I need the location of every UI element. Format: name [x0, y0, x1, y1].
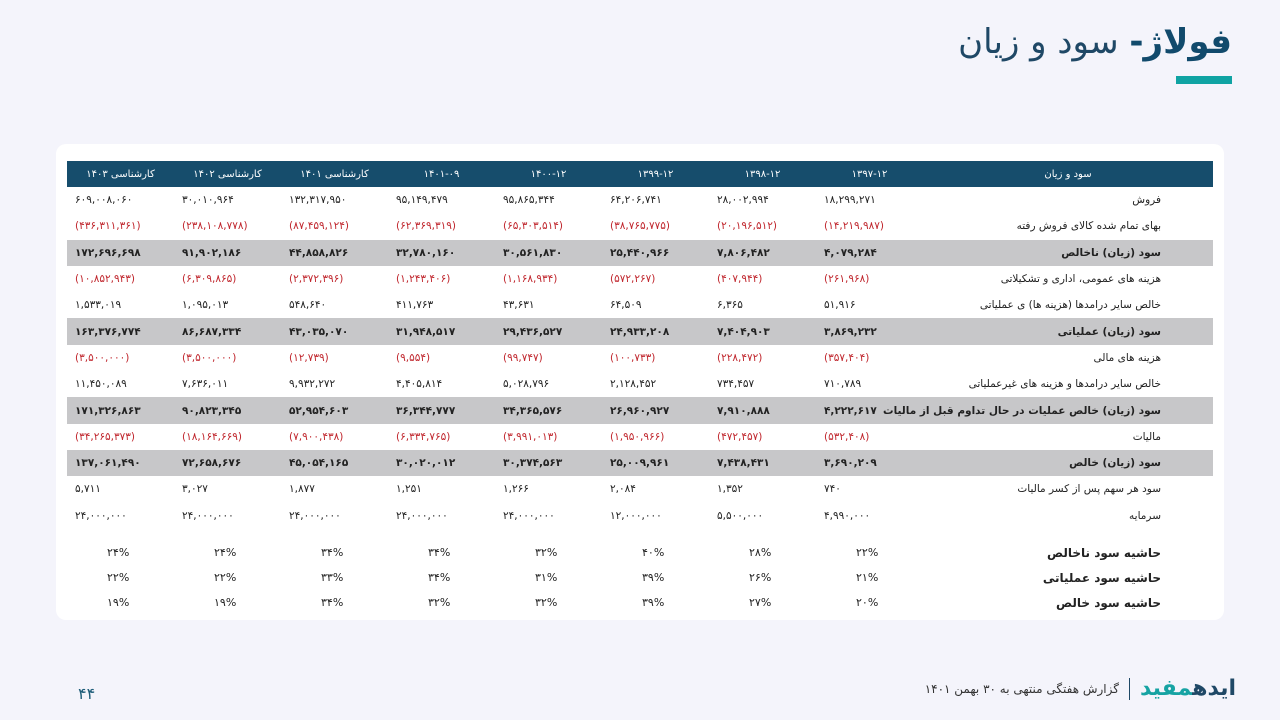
table-cell: ۱,۲۵۱ [396, 483, 422, 496]
table-cell: (۷,۹۰۰,۴۳۸) [289, 430, 344, 443]
row-label: فروش [1132, 194, 1161, 207]
table-cell: ۷,۴۳۸,۴۳۱ [709, 450, 816, 476]
table-cell: ۲۵,۰۰۹,۹۶۱ [602, 450, 709, 476]
table-cell: ۵,۵۰۰,۰۰۰ [717, 509, 764, 522]
row-label: خالص سایر درامدها و هزینه های غیرعملیاتی [968, 378, 1161, 391]
table-cell: ۳۰,۰۲۰,۰۱۲ [388, 450, 495, 476]
table-cell: ۳۰,۵۶۱,۸۳۰ [495, 240, 602, 266]
table-cell: (۱۴,۲۱۹,۹۸۷) [824, 220, 884, 233]
margin-row [67, 540, 1213, 565]
table-cell: ۳,۸۶۹,۲۳۲ [816, 318, 923, 344]
column-header: ۱۳۹۷-۱۲ [816, 161, 923, 187]
table-cell: ۷۳۴,۴۵۷ [717, 378, 755, 391]
table-cell: ۲۴,۹۳۳,۲۰۸ [602, 318, 709, 344]
table-cell: ۵۲,۹۵۴,۶۰۳ [281, 397, 388, 423]
table-cell: ۳۶,۳۴۴,۷۷۷ [388, 397, 495, 423]
table-row [67, 424, 1213, 450]
income-statement-card [56, 144, 1224, 620]
title-underline [1176, 76, 1232, 84]
column-header: کارشناسی ۱۴۰۱ [281, 161, 388, 187]
margin-row [67, 565, 1213, 590]
table-body [67, 187, 1213, 529]
table-cell: ۳۲,۷۸۰,۱۶۰ [388, 240, 495, 266]
table-cell: ۱۸,۲۹۹,۲۷۱ [824, 194, 876, 207]
table-row [67, 266, 1213, 292]
table-row [67, 187, 1213, 213]
margin-cell: ۱۹% [214, 596, 237, 609]
table-cell: ۵۱,۹۱۶ [824, 299, 856, 312]
table-cell: ۲۴,۰۰۰,۰۰۰ [503, 509, 555, 522]
table-cell: (۱,۱۶۸,۹۳۴) [503, 273, 558, 286]
table-cell: ۲۴,۰۰۰,۰۰۰ [182, 509, 234, 522]
margin-cell: ۳۴% [428, 546, 451, 559]
table-cell: (۶۵,۳۰۳,۵۱۴) [503, 220, 563, 233]
table-cell: ۲۶,۹۶۰,۹۲۷ [602, 397, 709, 423]
page-title [958, 22, 1232, 62]
table-cell: (۳,۵۰۰,۰۰۰) [182, 351, 237, 364]
table-cell: (۱۸,۱۶۴,۶۶۹) [182, 430, 242, 443]
table-cell: (۴۳۶,۳۱۱,۳۶۱) [75, 220, 141, 233]
table-cell: (۲۲۸,۴۷۲) [717, 351, 763, 364]
table-cell: ۲۴,۰۰۰,۰۰۰ [396, 509, 448, 522]
table-row [67, 450, 1213, 476]
table-cell: ۲۴,۰۰۰,۰۰۰ [75, 509, 127, 522]
row-label: سود (زیان) ناخالص [923, 240, 1213, 266]
table-cell: ۱۱,۴۵۰,۰۸۹ [75, 378, 127, 391]
margin-cell: ۲۰% [856, 596, 879, 609]
table-cell: ۳۰,۳۷۴,۵۶۳ [495, 450, 602, 476]
table-cell: (۶۲,۳۶۹,۳۱۹) [396, 220, 456, 233]
margin-cell: ۲۴% [107, 546, 130, 559]
table-row [67, 397, 1213, 423]
table-cell: ۳,۶۹۰,۲۰۹ [816, 450, 923, 476]
table-cell: ۱,۵۳۳,۰۱۹ [75, 299, 122, 312]
table-cell: ۷,۸۰۶,۴۸۲ [709, 240, 816, 266]
table-cell: ۷۱۰,۷۸۹ [824, 378, 862, 391]
table-cell: ۵,۰۲۸,۷۹۶ [503, 378, 550, 391]
table-cell: ۹۵,۸۶۵,۳۴۴ [503, 194, 555, 207]
table-cell: (۲,۳۷۲,۳۹۶) [289, 273, 344, 286]
table-cell: ۲۴,۰۰۰,۰۰۰ [289, 509, 341, 522]
table-cell: ۷۲,۶۵۸,۶۷۶ [174, 450, 281, 476]
row-label: مالیات [1132, 430, 1161, 443]
logo [1140, 676, 1236, 701]
table-cell: ۴,۴۰۵,۸۱۴ [396, 378, 443, 391]
table-cell: ۴۳,۰۳۵,۰۷۰ [281, 318, 388, 344]
table-cell: (۹۹,۷۴۷) [503, 351, 543, 364]
table-cell: ۸۶,۶۸۷,۳۳۴ [174, 318, 281, 344]
row-label: خالص سایر درامدها (هزینه ها) ی عملیاتی [979, 299, 1161, 312]
margins-table [67, 540, 1213, 615]
table-cell: ۴۱۱,۷۶۳ [396, 299, 434, 312]
row-label: هزینه های عمومی، اداری و تشکیلاتی [1000, 273, 1161, 286]
table-row [67, 476, 1213, 502]
table-cell: ۲۵,۴۴۰,۹۶۶ [602, 240, 709, 266]
table-cell: (۳۵۷,۴۰۴) [824, 351, 870, 364]
margin-cell: ۳۴% [321, 546, 344, 559]
margin-cell: ۳۳% [321, 571, 344, 584]
row-label: سود (زیان) خالص عملیات در حال تداوم قبل از مالیات [923, 397, 1213, 423]
logo-part2: مفید [1139, 676, 1193, 701]
table-cell: ۶۰۹,۰۰۸,۰۶۰ [75, 194, 133, 207]
table-cell: ۳۴,۳۶۵,۵۷۶ [495, 397, 602, 423]
table-cell: (۳,۹۹۱,۰۱۳) [503, 430, 558, 443]
table-cell: (۲۶۱,۹۶۸) [824, 273, 870, 286]
row-label: بهای تمام شده کالای فروش رفته [1016, 220, 1161, 233]
table-cell: ۹,۹۳۲,۲۷۲ [289, 378, 336, 391]
table-cell: ۹۵,۱۴۹,۴۷۹ [396, 194, 448, 207]
table-cell: ۶۴,۲۰۶,۷۴۱ [610, 194, 662, 207]
margin-cell: ۳۹% [642, 596, 665, 609]
table-cell: ۴۳,۶۳۱ [503, 299, 535, 312]
table-cell: (۲۰,۱۹۶,۵۱۲) [717, 220, 777, 233]
table-cell: (۱,۲۴۳,۴۰۶) [396, 273, 451, 286]
table-cell: ۱,۰۹۵,۰۱۳ [182, 299, 229, 312]
margin-cell: ۲۴% [214, 546, 237, 559]
margin-cell: ۲۲% [214, 571, 237, 584]
table-cell: (۳,۵۰۰,۰۰۰) [75, 351, 130, 364]
column-header: ۱۴۰۱-۰۹ [388, 161, 495, 187]
table-cell: ۲۹,۴۳۶,۵۲۷ [495, 318, 602, 344]
margins-body [67, 540, 1213, 615]
table-cell: ۱۶۳,۳۷۶,۷۷۴ [67, 318, 174, 344]
table-cell: (۱,۹۵۰,۹۶۶) [610, 430, 665, 443]
margin-cell: ۳۱% [535, 571, 558, 584]
row-label: سرمایه [1129, 509, 1161, 522]
report-text: گزارش هفتگی منتهی به ۳۰ بهمن ۱۴۰۱ [924, 681, 1119, 696]
margin-cell: ۱۹% [107, 596, 130, 609]
table-cell: (۶,۳۳۴,۷۶۵) [396, 430, 451, 443]
margin-cell: ۳۹% [642, 571, 665, 584]
table-row [67, 240, 1213, 266]
table-row [67, 318, 1213, 344]
table-cell: ۷,۴۰۴,۹۰۳ [709, 318, 816, 344]
row-label: سود هر سهم پس از کسر مالیات [1017, 483, 1161, 496]
table-cell: ۴,۹۹۰,۰۰۰ [824, 509, 871, 522]
table-cell: ۱,۲۶۶ [503, 483, 529, 496]
table-cell: ۱,۸۷۷ [289, 483, 315, 496]
table-cell: ۴۴,۸۵۸,۸۲۶ [281, 240, 388, 266]
table-cell: ۱۷۱,۳۲۶,۸۶۳ [67, 397, 174, 423]
margin-cell: ۲۱% [856, 571, 879, 584]
table-cell: ۹۱,۹۰۲,۱۸۶ [174, 240, 281, 266]
table-cell: ۶,۳۶۵ [717, 299, 743, 312]
table-cell: (۵۷۲,۲۶۷) [610, 273, 656, 286]
row-label: سود (زیان) عملیاتی [923, 318, 1213, 344]
table-cell: ۳۱,۹۴۸,۵۱۷ [388, 318, 495, 344]
margin-cell: ۲۲% [856, 546, 879, 559]
margin-cell: ۳۲% [535, 596, 558, 609]
table-cell: ۲,۰۸۴ [610, 483, 636, 496]
table-cell: ۶۴,۵۰۹ [610, 299, 642, 312]
margin-cell: ۳۴% [321, 596, 344, 609]
table-cell: (۱۰۰,۷۳۳) [610, 351, 656, 364]
table-cell: ۱۷۲,۶۹۶,۶۹۸ [67, 240, 174, 266]
margin-cell: ۲۲% [107, 571, 130, 584]
table-cell: (۱۰,۸۵۲,۹۴۳) [75, 273, 135, 286]
table-row [67, 371, 1213, 397]
table-cell: (۱۲,۷۳۹) [289, 351, 329, 364]
table-cell: ۱۳۷,۰۶۱,۴۹۰ [67, 450, 174, 476]
table-cell: ۲,۱۲۸,۴۵۲ [610, 378, 657, 391]
table-cell: ۴۵,۰۵۴,۱۶۵ [281, 450, 388, 476]
table-header-row [67, 161, 1213, 187]
row-label: هزینه های مالی [1093, 351, 1161, 364]
table-cell: ۱۳۲,۳۱۷,۹۵۰ [289, 194, 347, 207]
margin-cell: ۲۶% [749, 571, 772, 584]
table-cell: (۴۷۲,۴۵۷) [717, 430, 763, 443]
table-cell: (۴۰۷,۹۴۴) [717, 273, 763, 286]
table-cell: ۷۴۰ [824, 483, 841, 496]
page-number: ۴۴ [78, 684, 96, 703]
table-row [67, 213, 1213, 239]
table-cell: (۲۳۸,۱۰۸,۷۷۸) [182, 220, 248, 233]
margin-cell: ۳۲% [428, 596, 451, 609]
column-header: ۱۳۹۸-۱۲ [709, 161, 816, 187]
row-label: سود (زیان) خالص [923, 450, 1213, 476]
page-title-brand: فولاژ- [1129, 22, 1232, 62]
margin-cell: ۴۰% [642, 546, 665, 559]
margin-cell: ۲۸% [749, 546, 772, 559]
margin-label: حاشیه سود عملیاتی [1042, 570, 1161, 585]
income-statement-table [67, 161, 1213, 529]
table-row [67, 292, 1213, 318]
table-row [67, 345, 1213, 371]
table-cell: ۳۰,۰۱۰,۹۶۴ [182, 194, 234, 207]
table-cell: (۳۸,۷۶۵,۷۷۵) [610, 220, 670, 233]
table-cell: ۱۲,۰۰۰,۰۰۰ [610, 509, 662, 522]
page-title-text: سود و زیان [958, 22, 1130, 62]
table-cell: (۹,۵۵۴) [396, 351, 431, 364]
table-cell: ۴,۰۷۹,۲۸۴ [816, 240, 923, 266]
table-cell: ۹۰,۸۲۳,۳۴۵ [174, 397, 281, 423]
logo-part1: ایده [1192, 676, 1236, 701]
margin-cell: ۳۴% [428, 571, 451, 584]
table-cell: ۵۴۸,۶۴۰ [289, 299, 327, 312]
table-cell: (۸۷,۴۵۹,۱۲۴) [289, 220, 349, 233]
column-header-label: سود و زیان [923, 161, 1213, 187]
footer [925, 676, 1236, 701]
table-cell: ۴,۲۲۲,۶۱۷ [816, 397, 923, 423]
table-cell: ۷,۹۱۰,۸۸۸ [709, 397, 816, 423]
table-cell: ۳,۰۲۷ [182, 483, 208, 496]
table-cell: ۵,۷۱۱ [75, 483, 101, 496]
table-cell: ۷,۶۳۶,۰۱۱ [182, 378, 229, 391]
table-cell: (۶,۳۰۹,۸۶۵) [182, 273, 237, 286]
column-header: ۱۳۹۹-۱۲ [602, 161, 709, 187]
table-cell: (۵۳۲,۴۰۸) [824, 430, 870, 443]
table-row [67, 503, 1213, 529]
column-header: کارشناسی ۱۴۰۳ [67, 161, 174, 187]
margin-cell: ۳۲% [535, 546, 558, 559]
table-cell: (۳۴,۲۶۵,۳۷۳) [75, 430, 135, 443]
column-header: کارشناسی ۱۴۰۲ [174, 161, 281, 187]
margin-cell: ۲۷% [749, 596, 772, 609]
margin-row [67, 590, 1213, 615]
footer-divider [1129, 678, 1130, 700]
margin-label: حاشیه سود خالص [1056, 595, 1161, 610]
column-header: ۱۴۰۰-۱۲ [495, 161, 602, 187]
table-cell: ۲۸,۰۰۲,۹۹۴ [717, 194, 769, 207]
table-cell: ۱,۳۵۲ [717, 483, 743, 496]
margin-label: حاشیه سود ناخالص [1046, 545, 1161, 560]
